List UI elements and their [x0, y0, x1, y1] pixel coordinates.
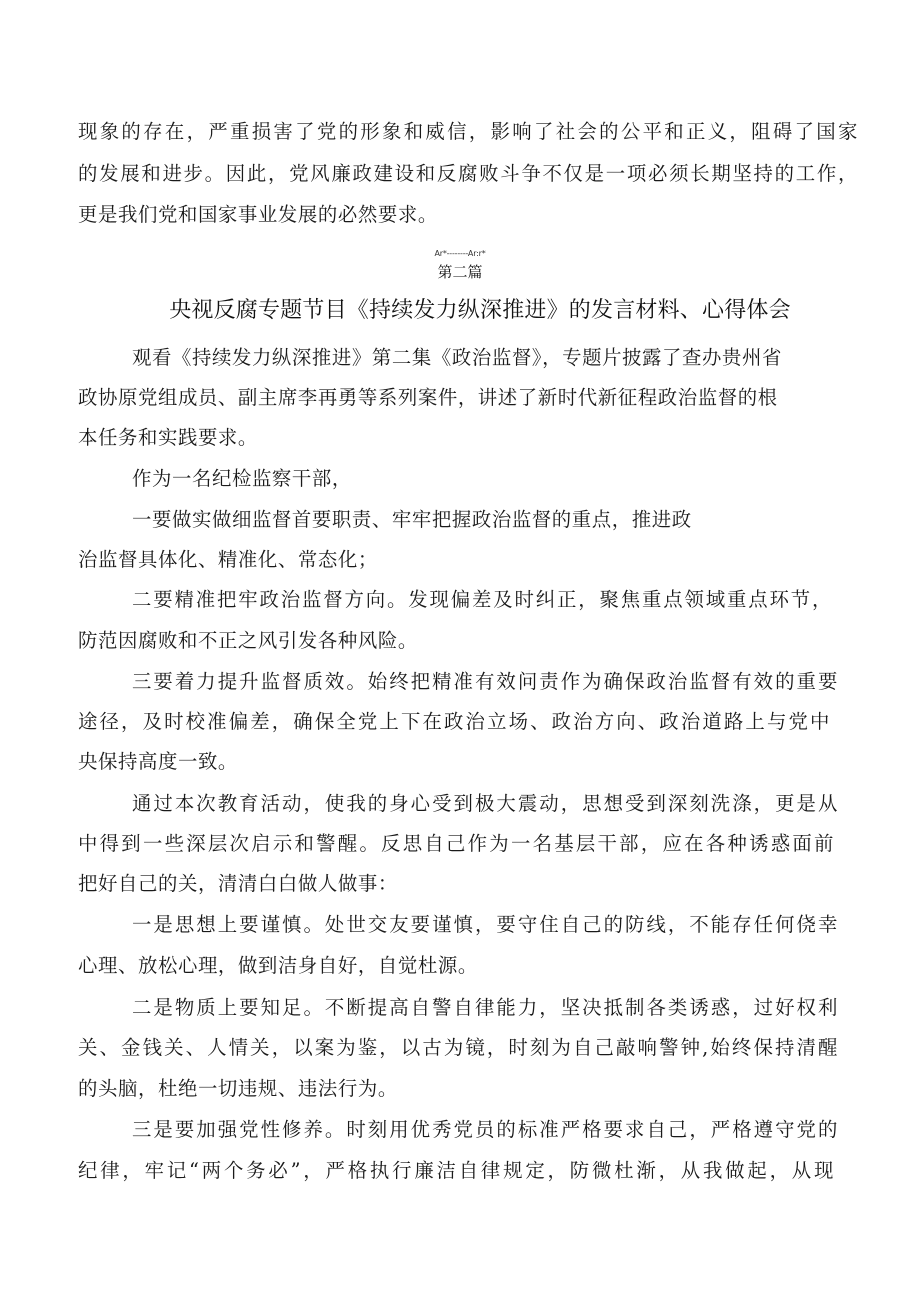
paragraph-line: 政协原党组成员、副主席李再勇等系列案件，讲述了新时代新征程政治监督的根 — [78, 386, 778, 409]
paragraph-line: 的发展和进步。因此，党风廉政建设和反腐败斗争不仅是一项必须长期坚持的工作， — [78, 162, 858, 185]
article-title: 央视反腐专题节目《持续发力纵深推进》的发言材料、心得体会 — [169, 298, 791, 323]
paragraph-line: 一要做实做细监督首要职责、牢牢把握政治监督的重点，推进政 — [132, 508, 692, 531]
paragraph-line: 途径，及时校准偏差，确保全党上下在政治立场、政治方向、政治道路上与党中 — [78, 710, 830, 733]
paragraph-line: 作为一名纪检监察干部， — [132, 467, 352, 490]
paragraph-line: 心理、放松心理，做到洁身自好，自觉杜源。 — [78, 954, 478, 977]
paragraph-line: 的头脑，杜绝一切违规、违法行为。 — [78, 1077, 398, 1100]
paragraph-line: 中得到一些深层次启示和警醒。反思自己作为一名基层干部，应在各种诱惑面前 — [78, 832, 834, 855]
paragraph-line: 关、金钱关、人情关，以案为鉴，以古为镜，时刻为自己敲响警钟,始终保持清醒 — [78, 1036, 838, 1059]
paragraph-line: 三要着力提升监督质效。始终把精准有效问责作为确保政治监督有效的重要 — [132, 670, 838, 693]
paragraph-line: 央保持高度一致。 — [78, 750, 238, 773]
paragraph-line: 一是思想上要谨慎。处世交友要谨慎，要守住自己的防线，不能存任何侥幸 — [132, 913, 838, 936]
paragraph-line: 把好自己的关，清清白白做人做事： — [78, 872, 398, 895]
paragraph-line: 二是物质上要知足。不断提高自警自律能力，坚决抵制各类诱惑，过好权利 — [132, 996, 838, 1019]
section-label: 第二篇 — [437, 263, 483, 281]
paragraph-line: 更是我们党和国家事业发展的必然要求。 — [78, 203, 438, 226]
paragraph-line: 治监督具体化、精准化、常态化； — [78, 548, 378, 571]
section-divider: Ar*--------Ar:r* — [434, 249, 486, 258]
paragraph-line: 二要精准把牢政治监督方向。发现偏差及时纠正，聚焦重点领域重点环节， — [132, 588, 832, 611]
paragraph-line: 现象的存在，严重损害了党的形象和威信，影响了社会的公平和正义，阻碍了国家 — [78, 120, 858, 143]
paragraph-line: 防范因腐败和不正之风引发各种风险。 — [78, 629, 418, 652]
paragraph-line: 本任务和实践要求。 — [78, 426, 258, 449]
paragraph-line: 观看《持续发力纵深推进》第二集《政治监督》，专题片披露了查办贵州省 — [132, 346, 782, 369]
paragraph-line: 通过本次教育活动，使我的身心受到极大震动，思想受到深刻洗涤，更是从 — [132, 792, 838, 815]
paragraph-line: 纪律，牢记“两个务必”，严格执行廉洁自律规定，防微杜渐，从我做起，从现 — [78, 1159, 834, 1182]
paragraph-line: 三是要加强党性修养。时刻用优秀党员的标准严格要求自己，严格遵守党的 — [132, 1118, 838, 1141]
